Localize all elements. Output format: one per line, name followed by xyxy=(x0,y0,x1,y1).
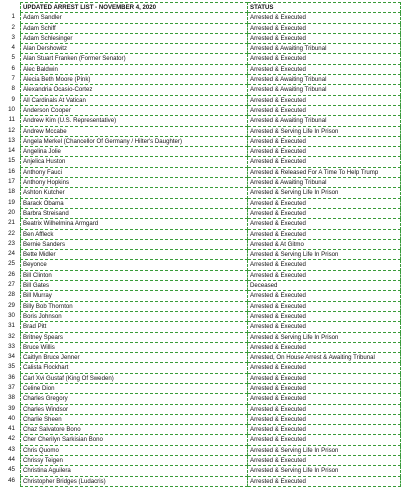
table-row xyxy=(21,404,401,414)
person-name-cell: Barack Obama xyxy=(21,198,248,208)
person-name-cell: Alec Baldwin xyxy=(21,64,248,74)
person-name-cell: Boris Johnson xyxy=(21,311,248,321)
table-row xyxy=(21,281,401,291)
table-row xyxy=(21,476,401,486)
table-row xyxy=(21,13,401,23)
row-number: 21 xyxy=(8,219,15,227)
row-number: 5 xyxy=(11,54,15,62)
row-number: 7 xyxy=(11,75,15,83)
status-cell: Arrested & Serving Life In Prison xyxy=(248,466,401,476)
row-number: 13 xyxy=(8,136,15,144)
row-number: 8 xyxy=(11,85,15,93)
table-row xyxy=(21,188,401,198)
status-cell: Arrested & Serving Life In Prison xyxy=(248,126,401,136)
status-cell: Arrested & Executed xyxy=(248,394,401,404)
table-row xyxy=(21,353,401,363)
status-cell: Arrested & Awaiting Tribunal xyxy=(248,116,401,126)
row-number: 40 xyxy=(8,414,15,422)
table-row xyxy=(21,445,401,455)
table-row xyxy=(21,33,401,43)
person-name-cell: Anjelica Huston xyxy=(21,157,248,167)
status-cell: Arrested & Released For A Time To Help Trump xyxy=(248,167,401,177)
person-name-cell: Beatrix Wilhelmina Armgard xyxy=(21,219,248,229)
row-number: 42 xyxy=(8,435,15,443)
person-name-cell: Anthony Fauci xyxy=(21,167,248,177)
table-row xyxy=(21,363,401,373)
person-name-cell: Bill Murray xyxy=(21,291,248,301)
status-cell: Arrested & Executed xyxy=(248,435,401,445)
table-body xyxy=(21,13,401,487)
table-row xyxy=(21,229,401,239)
person-name-cell: Chaz Salvatore Bono xyxy=(21,425,248,435)
row-number: 45 xyxy=(8,466,15,474)
table-row xyxy=(21,466,401,476)
status-cell: Arrested & Executed xyxy=(248,219,401,229)
table-row xyxy=(21,105,401,115)
person-name-cell: Christopher Bridges (Ludacris) xyxy=(21,476,248,486)
status-cell: Arrested & Executed xyxy=(248,476,401,486)
person-name-cell: Caitlyn Bruce Jenner xyxy=(21,353,248,363)
row-number: 14 xyxy=(8,147,15,155)
person-name-cell: Bruce Willis xyxy=(21,342,248,352)
person-name-cell: Britney Spears xyxy=(21,332,248,342)
person-name-cell: Beyonce xyxy=(21,260,248,270)
status-cell: Arrested & Awaiting Tribunal xyxy=(248,85,401,95)
person-name-cell: Bette Midler xyxy=(21,250,248,260)
table-row xyxy=(21,239,401,249)
table-row xyxy=(21,95,401,105)
status-cell: Arrested & Executed xyxy=(248,64,401,74)
person-name-cell: Alan Stuart Franken (Former Senator) xyxy=(21,54,248,64)
person-name-cell: Charlie Sheen xyxy=(21,414,248,424)
row-number: 44 xyxy=(8,456,15,464)
row-number: 38 xyxy=(8,394,15,402)
table-row xyxy=(21,332,401,342)
table-row xyxy=(21,167,401,177)
table-row xyxy=(21,178,401,188)
status-cell: Arrested & Executed xyxy=(248,147,401,157)
row-number: 31 xyxy=(8,322,15,330)
person-name-cell: Ashton Kutcher xyxy=(21,188,248,198)
row-number: 27 xyxy=(8,281,15,289)
table-header-row xyxy=(21,3,401,13)
status-cell: Arrested & Executed xyxy=(248,404,401,414)
status-cell: Arrested & Executed xyxy=(248,301,401,311)
table-row xyxy=(21,219,401,229)
status-cell: Arrested, On House Arrest & Awaiting Tribunal xyxy=(248,353,401,363)
row-number: 2 xyxy=(11,23,15,31)
table-row xyxy=(21,75,401,85)
row-number: 32 xyxy=(8,332,15,340)
status-cell: Arrested & Executed xyxy=(248,342,401,352)
name-column-header: UPDATED ARREST LIST - NOVEMBER 4, 2020 xyxy=(21,3,248,13)
person-name-cell: Chrissy Teigen xyxy=(21,456,248,466)
row-number: 29 xyxy=(8,301,15,309)
row-number: 1 xyxy=(11,13,15,21)
person-name-cell: Alan Dershowitz xyxy=(21,44,248,54)
status-cell: Arrested & Executed xyxy=(248,208,401,218)
table-row xyxy=(21,322,401,332)
person-name-cell: Andrew Mccabe xyxy=(21,126,248,136)
table-row xyxy=(21,23,401,33)
status-cell: Deceased xyxy=(248,281,401,291)
row-number: 25 xyxy=(8,260,15,268)
row-number: 12 xyxy=(8,126,15,134)
row-number: 46 xyxy=(8,476,15,484)
table-row xyxy=(21,301,401,311)
table-row xyxy=(21,208,401,218)
status-cell: Arrested & Awaiting Tribunal xyxy=(248,44,401,54)
person-name-cell: Angela Merkel (Chancellor Of Germany / Hilter's Daughter) xyxy=(21,136,248,146)
table-row xyxy=(21,394,401,404)
row-number: 26 xyxy=(8,270,15,278)
person-name-cell: Cher Cherilyn Sarkisian Bono xyxy=(21,435,248,445)
row-number: 33 xyxy=(8,342,15,350)
person-name-cell: Celine Dion xyxy=(21,383,248,393)
table-row xyxy=(21,126,401,136)
person-name-cell: Christina Aguilera xyxy=(21,466,248,476)
status-cell: Arrested & Executed xyxy=(248,291,401,301)
status-cell: Arrested & Executed xyxy=(248,95,401,105)
table-row xyxy=(21,64,401,74)
person-name-cell: Charles Windsor xyxy=(21,404,248,414)
table-row xyxy=(21,116,401,126)
row-number: 11 xyxy=(8,116,15,124)
status-cell: Arrested & Executed xyxy=(248,33,401,43)
status-cell: Arrested & Executed xyxy=(248,229,401,239)
row-number: 17 xyxy=(8,178,15,186)
person-name-cell: All Cardinals At Vatican xyxy=(21,95,248,105)
status-cell: Arrested & Executed xyxy=(248,260,401,270)
person-name-cell: Adam Schlesinger xyxy=(21,33,248,43)
row-number: 36 xyxy=(8,373,15,381)
row-number: 43 xyxy=(8,445,15,453)
person-name-cell: Anthony Hopkins xyxy=(21,178,248,188)
person-name-cell: Bill Clinton xyxy=(21,270,248,280)
person-name-cell: Billy Bob Thornton xyxy=(21,301,248,311)
status-cell: Arrested & Executed xyxy=(248,105,401,115)
row-number: 24 xyxy=(8,250,15,258)
table-row xyxy=(21,373,401,383)
table-row xyxy=(21,85,401,95)
table-row xyxy=(21,270,401,280)
status-cell: Arrested & Awaiting Tribunal xyxy=(248,75,401,85)
row-number-column xyxy=(0,2,18,486)
status-cell: Arrested & Executed xyxy=(248,23,401,33)
status-cell: Arrested & Executed xyxy=(248,198,401,208)
table-row xyxy=(21,136,401,146)
table-row xyxy=(21,44,401,54)
status-cell: Arrested & At Gitmo xyxy=(248,239,401,249)
row-number: 19 xyxy=(8,198,15,206)
row-number: 41 xyxy=(8,425,15,433)
person-name-cell: Anderson Cooper xyxy=(21,105,248,115)
row-number: 16 xyxy=(8,167,15,175)
table-row xyxy=(21,342,401,352)
table-row xyxy=(21,157,401,167)
row-number: 28 xyxy=(8,291,15,299)
status-cell: Arrested & Executed xyxy=(248,425,401,435)
row-number: 9 xyxy=(11,95,15,103)
table-row xyxy=(21,425,401,435)
status-cell: Arrested & Serving Life In Prison xyxy=(248,332,401,342)
status-cell: Arrested & Executed xyxy=(248,414,401,424)
row-number: 15 xyxy=(8,157,15,165)
table-row xyxy=(21,291,401,301)
person-name-cell: Calista Flockhart xyxy=(21,363,248,373)
status-cell: Arrested & Executed xyxy=(248,270,401,280)
row-number: 39 xyxy=(8,404,15,412)
table-row xyxy=(21,250,401,260)
table-row xyxy=(21,435,401,445)
status-cell: Arrested & Executed xyxy=(248,363,401,373)
person-name-cell: Carl Xvi Gustaf (King Of Sweden) xyxy=(21,373,248,383)
row-number: 22 xyxy=(8,229,15,237)
table-row xyxy=(21,198,401,208)
person-name-cell: Barbra Streisand xyxy=(21,208,248,218)
status-cell: Arrested & Serving Life In Prison xyxy=(248,188,401,198)
person-name-cell: Andrew Kim (U.S. Representative) xyxy=(21,116,248,126)
status-cell: Arrested & Executed xyxy=(248,136,401,146)
person-name-cell: Adam Sandler xyxy=(21,13,248,23)
person-name-cell: Alecia Beth Moore (Pink) xyxy=(21,75,248,85)
person-name-cell: Bernie Sanders xyxy=(21,239,248,249)
status-cell: Arrested & Serving Life In Prison xyxy=(248,250,401,260)
table-row xyxy=(21,383,401,393)
table-row xyxy=(21,414,401,424)
arrest-list-table xyxy=(20,2,401,487)
person-name-cell: Brad Pitt xyxy=(21,322,248,332)
row-number: 18 xyxy=(8,188,15,196)
table-row xyxy=(21,456,401,466)
status-cell: Arrested & Executed xyxy=(248,54,401,64)
table-row xyxy=(21,54,401,64)
row-number: 3 xyxy=(11,33,15,41)
status-cell: Arrested & Executed xyxy=(248,311,401,321)
row-number: 35 xyxy=(8,363,15,371)
person-name-cell: Charles Gregory xyxy=(21,394,248,404)
status-cell: Arrested & Serving Life In Prison xyxy=(248,445,401,455)
status-cell: Arrested & Executed xyxy=(248,373,401,383)
row-number: 4 xyxy=(11,44,15,52)
status-column-header: STATUS xyxy=(248,3,401,13)
person-name-cell: Angelina Jolie xyxy=(21,147,248,157)
row-number: 10 xyxy=(8,105,15,113)
table-row xyxy=(21,147,401,157)
status-cell: Arrested & Executed xyxy=(248,322,401,332)
table-row xyxy=(21,311,401,321)
row-number: 20 xyxy=(8,208,15,216)
person-name-cell: Chris Quomo xyxy=(21,445,248,455)
row-number: 6 xyxy=(11,64,15,72)
person-name-cell: Ben Affleck xyxy=(21,229,248,239)
status-cell: Arrested & Executed xyxy=(248,383,401,393)
status-cell: Arrested & Awaiting Tribunal xyxy=(248,178,401,188)
arrest-list-document xyxy=(20,2,400,487)
status-cell: Arrested & Executed xyxy=(248,13,401,23)
person-name-cell: Adam Schiff xyxy=(21,23,248,33)
table-row xyxy=(21,260,401,270)
status-cell: Arrested & Executed xyxy=(248,157,401,167)
row-number: 34 xyxy=(8,353,15,361)
row-number: 37 xyxy=(8,383,15,391)
person-name-cell: Alexandria Ocasio-Cortez xyxy=(21,85,248,95)
row-number: 23 xyxy=(8,239,15,247)
row-number: 30 xyxy=(8,311,15,319)
status-cell: Arrested & Executed xyxy=(248,456,401,466)
person-name-cell: Bill Gates xyxy=(21,281,248,291)
